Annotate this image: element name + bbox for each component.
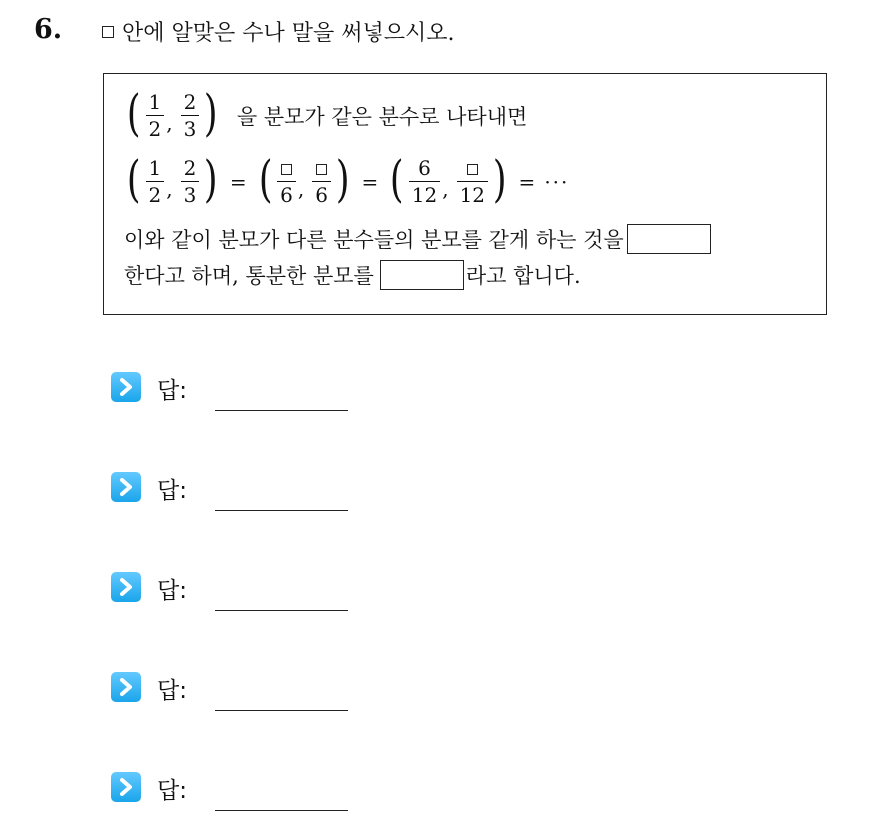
answer-blank-1[interactable] bbox=[627, 224, 711, 254]
chevron-right-icon bbox=[111, 772, 141, 802]
question-number: 6. bbox=[34, 14, 63, 45]
answer-line[interactable] bbox=[215, 510, 348, 511]
chevron-right-icon bbox=[111, 672, 141, 702]
fraction: 6 bbox=[277, 158, 296, 205]
fraction: 12 bbox=[457, 158, 488, 205]
box-line-3 bbox=[124, 224, 711, 254]
fraction: $\frac{2}{3}$ bbox=[181, 92, 200, 139]
answer-label: 답: bbox=[157, 478, 187, 504]
line4-text-b: 라고 합니다. bbox=[465, 264, 581, 288]
answer-row bbox=[111, 772, 361, 812]
fraction: $\frac{6}{12}$ bbox=[409, 158, 440, 205]
fraction: $\frac{1}{2}$ bbox=[146, 92, 165, 139]
chevron-right-icon bbox=[111, 372, 141, 402]
right-paren: ) bbox=[204, 83, 218, 142]
answer-line[interactable] bbox=[215, 710, 348, 711]
equals-sign: = bbox=[361, 169, 379, 194]
fraction: $\frac{2}{3}$ bbox=[181, 158, 200, 205]
line4-text-a: 한다고 하며, 통분한 분모를 bbox=[124, 264, 374, 288]
chevron-right-icon bbox=[111, 472, 141, 502]
equals-sign: = bbox=[518, 169, 536, 194]
answer-line[interactable] bbox=[215, 410, 348, 411]
box-line-1: ( $\frac{1}{2}$ , $\frac{2}{3}$ ) 을 분모가 같은 분수로 나타내면 bbox=[126, 83, 528, 142]
answer-row bbox=[111, 372, 361, 412]
line1-text: 을 분모가 같은 분수로 나타내면 bbox=[236, 104, 528, 129]
problem-box bbox=[103, 73, 827, 315]
fraction: 6 bbox=[312, 158, 331, 205]
blank-numerator[interactable] bbox=[313, 158, 330, 181]
answer-blank-2[interactable] bbox=[380, 260, 464, 290]
answer-line[interactable] bbox=[215, 810, 348, 811]
instruction bbox=[102, 16, 455, 47]
answer-label: 답: bbox=[157, 578, 187, 604]
answer-label: 답: bbox=[157, 378, 187, 404]
blank-numerator[interactable] bbox=[464, 158, 481, 181]
box-line-2: ( $\frac{1}{2}$ , $\frac{2}{3}$ ) = ( 6 , 6 ) = ( $\frac{6}{12}$ , 12 ) = ··· bbox=[126, 149, 570, 208]
answer-row bbox=[111, 672, 361, 712]
answer-row bbox=[111, 472, 361, 512]
answer-line[interactable] bbox=[215, 610, 348, 611]
chevron-right-icon bbox=[111, 572, 141, 602]
line3-text: 이와 같이 분모가 다른 분수들의 분모를 같게 하는 것을 bbox=[124, 228, 624, 252]
answer-label: 답: bbox=[157, 678, 187, 704]
blank-square-icon bbox=[102, 26, 114, 38]
blank-numerator[interactable] bbox=[278, 158, 295, 181]
answer-label: 답: bbox=[157, 778, 187, 804]
answer-row bbox=[111, 572, 361, 612]
ellipsis: ··· bbox=[544, 169, 570, 194]
left-paren: ( bbox=[126, 83, 141, 142]
box-line-4 bbox=[124, 260, 581, 290]
fraction: $\frac{1}{2}$ bbox=[146, 158, 165, 205]
equals-sign: = bbox=[229, 169, 247, 194]
instruction-text: 안에 알맞은 수나 말을 써넣으시오. bbox=[122, 21, 455, 46]
